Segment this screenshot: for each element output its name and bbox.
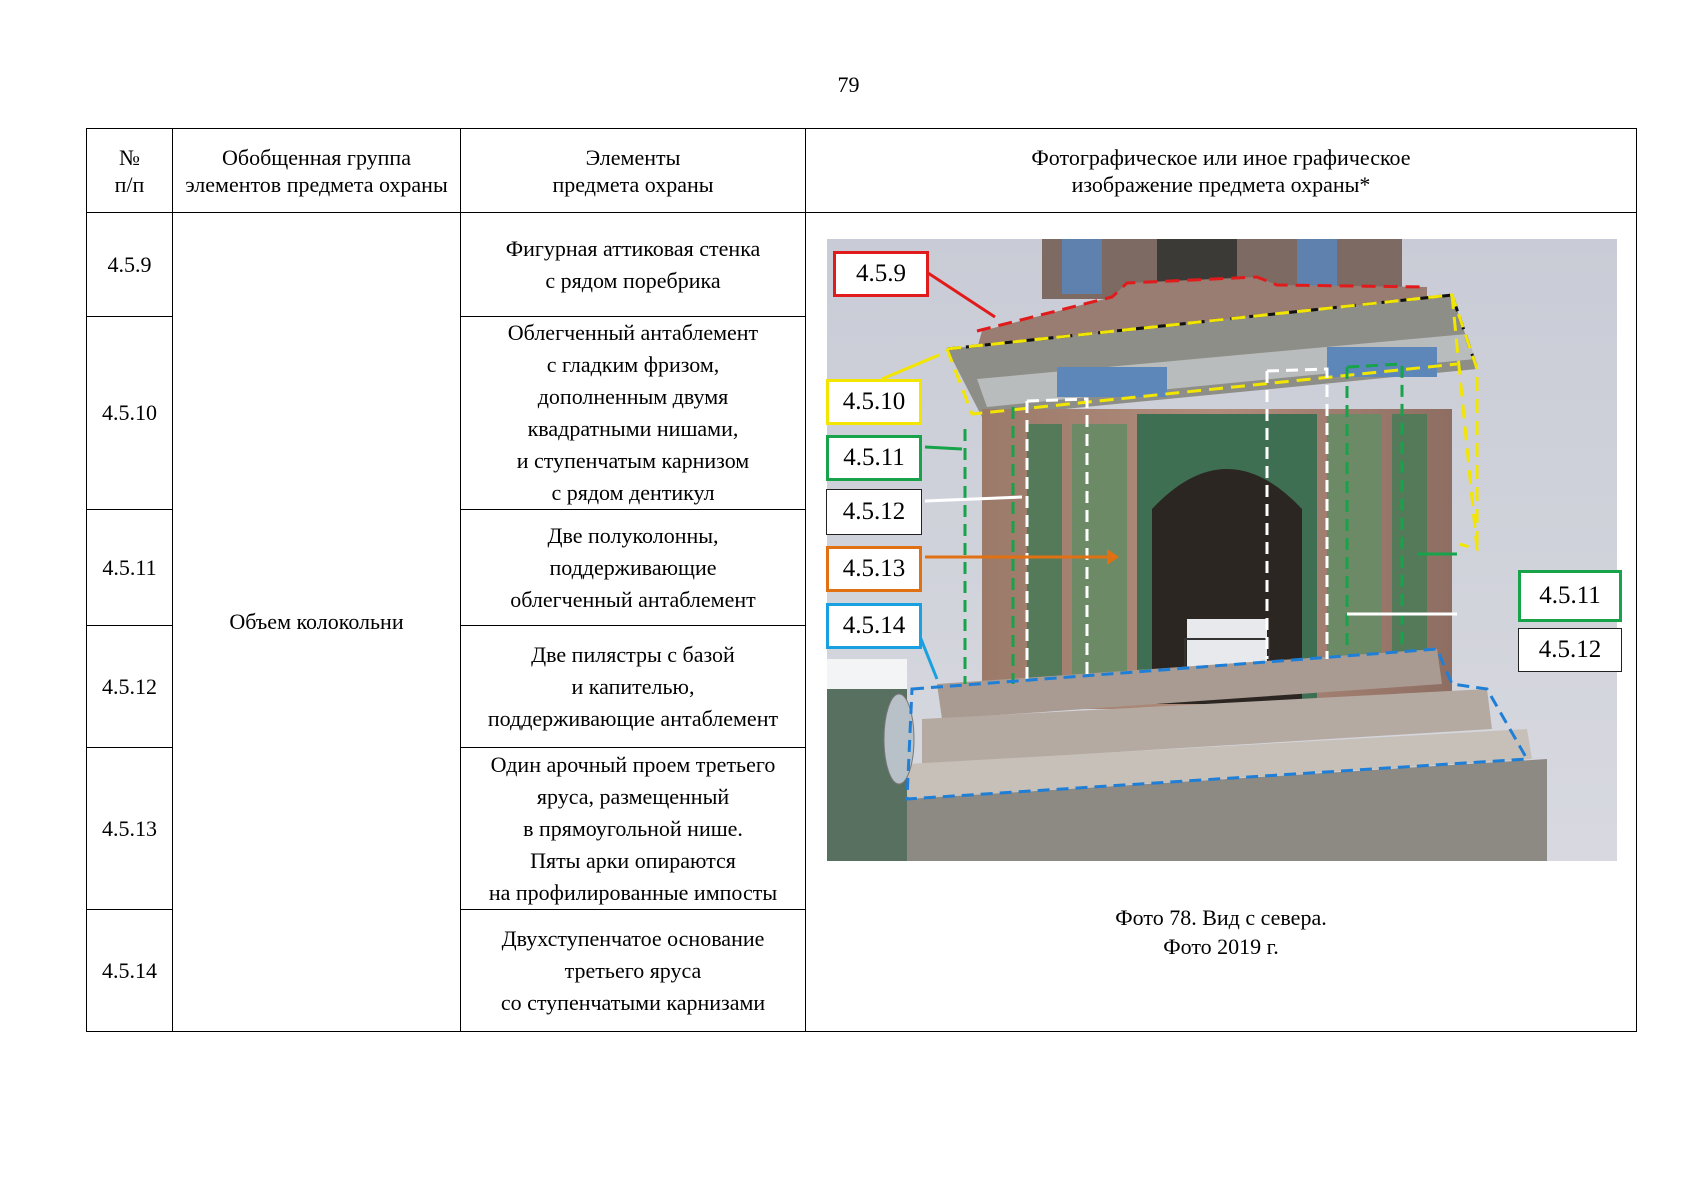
row-elements: Фигурная аттиковая стенка с рядом поребрика [461, 213, 806, 317]
row-num: 4.5.14 [87, 910, 173, 1032]
callout-4-5-14: 4.5.14 [826, 603, 922, 649]
callout-4-5-12-right: 4.5.12 [1518, 628, 1622, 672]
callout-4-5-10: 4.5.10 [826, 379, 922, 425]
row-elements: Облегченный антаблемент с гладким фризом, дополненным двумя квадратными нишами, и ступенчатым карнизом с рядом дентикул [461, 317, 806, 510]
callout-4-5-13: 4.5.13 [826, 546, 922, 592]
row-elements: Двухступенчатое основание третьего яруса со ступенчатыми карнизами [461, 910, 806, 1032]
header-num: № п/п [87, 129, 173, 213]
header-group: Обобщенная группа элементов предмета охраны [173, 129, 461, 213]
protection-elements-table [86, 128, 1637, 1032]
bell-tower-photo [827, 239, 1617, 861]
photo-cell [806, 213, 1637, 1032]
callout-4-5-11-right: 4.5.11 [1518, 570, 1622, 622]
header-photo: Фотографическое или иное графическое изображение предмета охраны* [806, 129, 1637, 213]
row-num: 4.5.10 [87, 317, 173, 510]
callout-4-5-11-left: 4.5.11 [826, 435, 922, 481]
table-row [87, 213, 1637, 317]
row-elements: Две полуколонны, поддерживающие облегченный антаблемент [461, 510, 806, 626]
row-num: 4.5.11 [87, 510, 173, 626]
row-num: 4.5.9 [87, 213, 173, 317]
row-num: 4.5.13 [87, 748, 173, 910]
callout-4-5-9: 4.5.9 [833, 251, 929, 297]
table-header-row [87, 129, 1637, 213]
header-elements: Элементы предмета охраны [461, 129, 806, 213]
row-num: 4.5.12 [87, 626, 173, 748]
row-elements: Две пилястры с базой и капителью, поддерживающие антаблемент [461, 626, 806, 748]
page-number: 79 [837, 72, 860, 97]
row-elements: Один арочный проем третьего яруса, размещенный в прямоугольной нише. Пяты арки опираются на профилированные импосты [461, 748, 806, 910]
photo-caption: Фото 78. Вид с севера. Фото 2019 г. [1115, 905, 1327, 959]
callout-4-5-12-left: 4.5.12 [826, 489, 922, 535]
group-name: Объем колокольни [173, 213, 461, 1032]
